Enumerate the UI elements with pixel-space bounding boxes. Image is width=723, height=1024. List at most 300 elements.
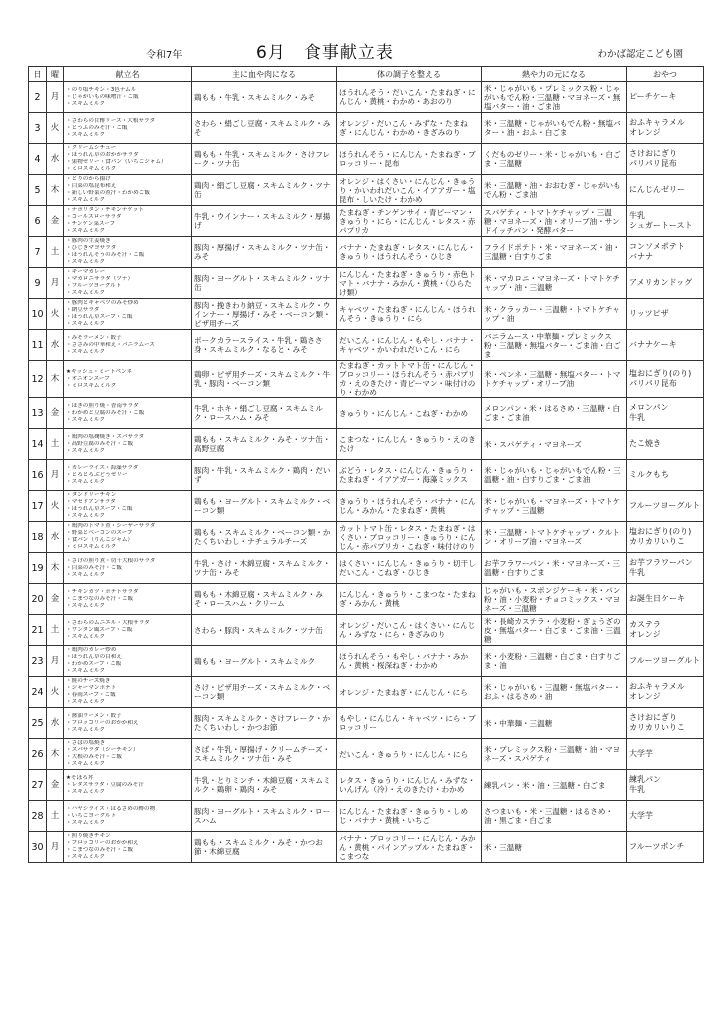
table-row xyxy=(29,460,704,491)
body-cell: もやし・にんじん・キャベツ・にら・ブロッコリー xyxy=(337,708,482,739)
snack-cell xyxy=(627,739,704,770)
body-cell: ほうれんそう・にんじん・たまねぎ・ブロッコリー・昆布 xyxy=(337,144,482,175)
day-cell: 7 xyxy=(29,237,47,268)
table-row xyxy=(29,801,704,832)
blood-cell: 鶏もも・スキムミルク・みそ・かつお節・木綿豆腐 xyxy=(192,832,337,863)
blood-cell: 鶏もも・ヨーグルト・スキムミルク・ベーコン類 xyxy=(192,491,337,522)
menu-item: ・フルーツヨーグルト xyxy=(66,283,122,289)
menu-item: ・スキムミルク xyxy=(66,513,105,519)
energy-cell: じゃがいも・スポンジケーキ・米・パン粉・油・小麦粉・チョコミックス・マヨネーズ・三温糖 xyxy=(482,584,627,615)
table-row xyxy=(29,832,704,863)
day-cell: 12 xyxy=(29,361,47,398)
col-header-blood: 主に血や肉になる xyxy=(192,67,337,82)
menu-item: ・ほきの照り焼・香南サラダ xyxy=(66,402,139,409)
snack-cell xyxy=(627,646,704,677)
menu-item: ・大根のみそ汁・ご飯 xyxy=(66,754,122,760)
menu-item: ・マセドアンサラダ xyxy=(66,499,116,505)
menu-item: ・スキムミルク xyxy=(66,819,105,826)
weekday-cell: 土 xyxy=(47,429,64,460)
energy-cell: 米・クラッカー・三温糖・トマトケチャップ・油 xyxy=(482,299,627,330)
snack-item: お芋フラワーパン xyxy=(629,558,693,567)
col-header-body: 体の調子を整える xyxy=(337,67,482,82)
menu-item: ・野菜とベーコンのスープ xyxy=(66,530,133,536)
menu-item: ・オニオンスープ xyxy=(66,375,110,382)
menu-item: ・白菜の塩昆布和え xyxy=(66,183,117,189)
menu-cell xyxy=(64,491,192,522)
snack-cell xyxy=(627,522,704,553)
blood-cell: ポークカラースライス・牛乳・鶏ささ身・スキムミルク・なると・みそ xyxy=(192,330,337,361)
menu-item: ・こまつなのみそ汁・ご飯 xyxy=(66,847,134,853)
snack-cell xyxy=(627,361,704,398)
table-row xyxy=(29,646,704,677)
menu-item: ・食パン（りんごジャム） xyxy=(66,537,134,543)
menu-item: ・果物ゼリー・食パン（いちごジャム） xyxy=(66,159,167,165)
menu-item: ・クリームシチュー xyxy=(66,145,117,151)
snack-item: 牛乳 xyxy=(629,568,645,577)
body-cell: オレンジ・はくさい・にんじん・きゅうり・かいわれだいこん・イアアガー・塩昆布・しいたけ・わかめ xyxy=(337,175,482,206)
table-row xyxy=(29,677,704,708)
menu-item: ・新しい野菜の煮汁・わかめご飯 xyxy=(66,190,150,196)
blood-cell: 鶏もも・ヨーグルト・スキムミルク xyxy=(192,646,337,677)
menu-item: ・さわらの甘酢リース・大根サラダ xyxy=(66,117,156,124)
body-cell: だいこん・にんじん・もやし・バナナ・キャベツ・かいわれだいこん・にら xyxy=(337,330,482,361)
snack-cell xyxy=(627,801,704,832)
menu-item: ・スキムミルク xyxy=(66,197,105,203)
body-cell: にんじん・たまねぎ・きゅうり・赤色トマト・バナナ・みかん・黄桃・（ひらたけ類） xyxy=(337,268,482,299)
menu-item: ・スキムミルク xyxy=(66,854,105,860)
menu-item: ・ミロスキムミルク xyxy=(66,382,117,389)
blood-cell: さば・牛乳・厚揚げ・クリームチーズ・スキムミルク・ツナ缶・みそ xyxy=(192,739,337,770)
day-cell: 25 xyxy=(29,708,47,739)
energy-cell: 米・小麦粉・三温糖・白ごま・白すりごま・油 xyxy=(482,646,627,677)
weekday-cell: 木 xyxy=(47,175,64,206)
snack-cell xyxy=(627,553,704,584)
page-header xyxy=(28,40,703,62)
menu-item: ・ミロスキムミルク xyxy=(66,166,117,172)
energy-cell: 米・三温糖・じゃがいもでん粉・無塩バター・油・おふ・白ごま xyxy=(482,113,627,144)
menu-item: ・スキムミルク xyxy=(66,348,105,355)
body-cell: きゅうり・にんじん・こねぎ・わかめ xyxy=(337,398,482,429)
energy-cell: スパゲティ・トマトケチャップ・三温糖・マヨネーズ・油・オリーブ油・サンドイッチパン・発酵バター xyxy=(482,206,627,237)
col-header-menu: 献立名 xyxy=(64,67,192,82)
snack-item: アメリカンドッグ xyxy=(629,278,693,287)
menu-cell xyxy=(64,801,192,832)
snack-cell xyxy=(627,113,704,144)
energy-cell: お芋フラワーパン・米・マヨネーズ・三温糖・白すりごま xyxy=(482,553,627,584)
snack-item: フルーツヨーグルト xyxy=(629,501,701,510)
snack-cell xyxy=(627,206,704,237)
body-cell: はくさい・にんじん・きゅうり・切干しだいこん・こねぎ・ひじき xyxy=(337,553,482,584)
menu-item: ・スキムミルク xyxy=(66,761,105,767)
snack-cell xyxy=(627,144,704,175)
menu-item: ・コールスローサラダ xyxy=(66,214,122,220)
menu-item: ・ひじきマヨサラダ xyxy=(66,245,117,251)
blood-cell: 豚肉・厚揚げ・スキムミルク・ツナ缶・みそ xyxy=(192,237,337,268)
snack-cell xyxy=(627,237,704,268)
day-cell: 30 xyxy=(29,832,47,863)
menu-item: ・とろとろぶどうゼリー xyxy=(66,471,128,478)
day-cell: 18 xyxy=(29,522,47,553)
menu-item: ・スキムミルク xyxy=(66,131,105,138)
day-cell: 16 xyxy=(29,460,47,491)
weekday-cell: 火 xyxy=(47,299,64,330)
snack-item: 練乳パン xyxy=(629,775,661,784)
blood-cell: 牛乳・とりミンチ・木綿豆腐・スキムミルク・鶏卵・鶏肉・みそ xyxy=(192,770,337,801)
snack-item: 塩おにぎり(のり) xyxy=(629,369,692,378)
menu-item: ・みそラーメン・餃子 xyxy=(66,334,122,341)
body-cell: オレンジ・だいこん・はくさい・にんじん・みずな・にら・きざみのり xyxy=(337,615,482,646)
col-header-weekday: 曜 xyxy=(47,67,64,82)
table-header-row xyxy=(29,67,704,82)
table-row xyxy=(29,268,704,299)
menu-item: ・豚肉とキャベツのみそ炒め xyxy=(66,300,139,306)
day-cell: 9 xyxy=(29,268,47,299)
menu-item: ・ナポリタン・チキンナゲット xyxy=(66,207,144,213)
day-cell: 19 xyxy=(29,553,47,584)
energy-cell: フライドポテト・米・マヨネーズ・油・三温糖・白すりごま xyxy=(482,237,627,268)
menu-cell xyxy=(64,522,192,553)
snack-item: シュガートースト xyxy=(629,221,693,230)
weekday-cell: 金 xyxy=(47,770,64,801)
snack-item: バナナ xyxy=(629,252,653,261)
energy-cell: 練乳パン・米・油・三温糖・白ごま xyxy=(482,770,627,801)
snack-item: カステラ xyxy=(629,620,661,629)
snack-item: おふキャラメル xyxy=(629,118,685,127)
body-cell: たまねぎ・チンゲンサイ・青ピーマン・きゅうり・にら・にんじん・レタス・赤パプリカ xyxy=(337,206,482,237)
energy-cell: 米・ペンネ・三温糖・無塩バター・トマトケチャップ・オリーブ油 xyxy=(482,361,627,398)
body-cell: オレンジ・たまねぎ・にんじん・にら xyxy=(337,677,482,708)
snack-item: たこ焼き xyxy=(629,439,661,448)
day-cell: 6 xyxy=(29,206,47,237)
menu-item: ・ミロスキムミルク xyxy=(66,544,117,550)
snack-cell xyxy=(627,460,704,491)
menu-cell xyxy=(64,584,192,615)
snack-item: 牛乳 xyxy=(629,211,645,220)
snack-item: 牛乳 xyxy=(629,413,645,422)
table-row xyxy=(29,739,704,770)
snack-item: パリパリ昆布 xyxy=(629,379,677,388)
menu-cell xyxy=(64,460,192,491)
day-cell: 4 xyxy=(29,144,47,175)
snack-cell xyxy=(627,299,704,330)
menu-cell xyxy=(64,708,192,739)
menu-cell xyxy=(64,237,192,268)
menu-item: ・鶏肉のカレー炒め xyxy=(66,647,117,653)
menu-item: ・カレーライス・海藻サラダ xyxy=(66,464,139,471)
table-row xyxy=(29,429,704,460)
menu-cell xyxy=(64,739,192,770)
weekday-cell: 水 xyxy=(47,522,64,553)
menu-item: ・スキムミルク xyxy=(66,633,105,640)
day-cell: 10 xyxy=(29,299,47,330)
menu-item: ・ブロッコリーのおかか和え xyxy=(66,840,139,846)
snack-item: 大学芋 xyxy=(629,811,653,820)
body-cell: レタス・きゅうり・にんじん・みずな・いんげん（冷）・えのきたけ・わかめ xyxy=(337,770,482,801)
table-row xyxy=(29,398,704,429)
snack-item: オレンジ xyxy=(629,128,661,137)
table-row xyxy=(29,584,704,615)
menu-item: ・スパサラダ（シーチキン） xyxy=(66,747,139,753)
snack-item: バナナケーキ xyxy=(629,340,677,349)
menu-cell xyxy=(64,175,192,206)
weekday-cell: 金 xyxy=(47,206,64,237)
table-row xyxy=(29,330,704,361)
weekday-cell: 土 xyxy=(47,801,64,832)
blood-cell: 鶏肉・絹ごし豆腐・スキムミルク・ツナ缶 xyxy=(192,175,337,206)
snack-item: コンソメポテト xyxy=(629,242,685,251)
menu-item: ・ほうれん草スープ・ご飯 xyxy=(66,506,133,512)
weekday-cell: 金 xyxy=(47,398,64,429)
menu-cell xyxy=(64,299,192,330)
blood-cell: さわら・絹ごし豆腐・スキムミルク・みそ xyxy=(192,113,337,144)
blood-cell: 牛乳・さけ・木綿豆腐・スキムミルク・ツナ缶・みそ xyxy=(192,553,337,584)
menu-item: ・照り焼きチキン xyxy=(66,833,111,839)
weekday-cell: 火 xyxy=(47,491,64,522)
menu-item: ・高野豆腐のみそ汁・ご飯 xyxy=(66,440,134,447)
table-row xyxy=(29,708,704,739)
weekday-cell: 火 xyxy=(47,677,64,708)
menu-item: ・ほうれんそうのみそ汁・ご飯 xyxy=(66,252,145,258)
menu-item: ・ほうれん草のおかかサラダ xyxy=(66,152,139,158)
menu-item: ・スキムミルク xyxy=(66,416,105,423)
menu-item: ・納豆サラダ xyxy=(66,307,100,313)
blood-cell: 牛乳・ウインナー・スキムミルク・厚揚げ xyxy=(192,206,337,237)
era-label: 令和7年 xyxy=(146,50,183,61)
day-cell: 20 xyxy=(29,584,47,615)
day-cell: 21 xyxy=(29,615,47,646)
day-cell: 13 xyxy=(29,398,47,429)
snack-item: ピーチケーキ xyxy=(629,92,677,101)
menu-item: ・ワンタン風スープ・ご飯 xyxy=(66,626,133,633)
energy-cell: 米・スパゲティ・マヨネーズ xyxy=(482,429,627,460)
menu-cell xyxy=(64,144,192,175)
weekday-cell: 月 xyxy=(47,646,64,677)
day-cell: 2 xyxy=(29,82,47,113)
snack-item: お誕生日ケーキ xyxy=(629,594,685,603)
page-title: 6月 食事献立表 xyxy=(256,43,394,63)
day-cell: 17 xyxy=(29,491,47,522)
snack-cell xyxy=(627,677,704,708)
menu-cell xyxy=(64,646,192,677)
snack-item: フルーツポンチ xyxy=(629,842,685,851)
menu-cell xyxy=(64,361,192,398)
menu-item: ・ブロッコリーのおかか和え xyxy=(66,719,139,726)
blood-cell: 鶏もも・木綿豆腐・スキムミルク・みそ・ロースハム・クリーム xyxy=(192,584,337,615)
day-cell: 23 xyxy=(29,646,47,677)
snack-cell xyxy=(627,175,704,206)
snack-cell xyxy=(627,82,704,113)
menu-item: ・鮭のチーズ焼き xyxy=(66,678,111,684)
energy-cell: さつまいも・米・三温糖・はるさめ・油・黒ごま・白ごま xyxy=(482,801,627,832)
body-cell: たまねぎ・カットトマト缶・にんじん・ブロッコリー・ほうれんそう・赤パプリカ・えのきたけ・青ピーマン・味付けのり・わかめ xyxy=(337,361,482,398)
table-row xyxy=(29,615,704,646)
weekday-cell: 月 xyxy=(47,832,64,863)
weekday-cell: 土 xyxy=(47,237,64,268)
body-cell: キャベツ・たまねぎ・にんじん・ほうれんそう・きゅうり・にら xyxy=(337,299,482,330)
menu-item: ・スキムミルク xyxy=(66,602,105,609)
menu-item: ・マカロニサラダ（ツナ） xyxy=(66,276,134,282)
weekday-cell: 月 xyxy=(47,268,64,299)
blood-cell: 鶏卵・ピザ用チーズ・スキムミルク・牛乳・豚肉・ベーコン類 xyxy=(192,361,337,398)
menu-item: ・スキムミルク xyxy=(66,478,105,485)
menu-item: ・スキムミルク xyxy=(66,571,105,578)
menu-cell xyxy=(64,206,192,237)
snack-item: 塩おにぎり(のり) xyxy=(629,527,692,536)
snack-cell xyxy=(627,615,704,646)
menu-item: ・わかめと豆腐のみそ汁・ご飯 xyxy=(66,409,145,416)
menu-item: ・スキムミルク xyxy=(66,788,105,795)
blood-cell: 鶏もも・牛乳・スキムミルク・みそ xyxy=(192,82,337,113)
menu-item: ・スキムミルク xyxy=(66,726,105,733)
menu-item: ・さけの照り煮・切干大根のサラダ xyxy=(66,557,156,564)
menu-item: ・ほうれん草の白和え xyxy=(66,654,122,660)
snack-cell xyxy=(627,770,704,801)
energy-cell: バニラムース・中華麺・プレミックス粉・三温糖・無塩バター・ごま油・白ごま xyxy=(482,330,627,361)
snack-item: ミルクもち xyxy=(629,470,669,479)
energy-cell: 米・三温糖・トマトケチャップ・クルトン・オリーブ油・マヨネーズ xyxy=(482,522,627,553)
menu-item: ・さわらのムニエル・大根サラダ xyxy=(66,619,150,626)
menu-cell xyxy=(64,268,192,299)
energy-cell: 米・じゃがいも・マヨネーズ・トマトケチャップ・三温糖 xyxy=(482,491,627,522)
snack-item: メロンパン xyxy=(629,403,669,412)
menu-cell xyxy=(64,832,192,863)
blood-cell: 豚肉・ヨーグルト・スキムミルク・ロースハム xyxy=(192,801,337,832)
snack-item: フルーツヨーグルト xyxy=(629,656,701,665)
body-cell: バナナ・たまねぎ・レタス・にんじん・きゅうり・ほうれんそう・ひじき xyxy=(337,237,482,268)
menu-cell xyxy=(64,553,192,584)
snack-cell xyxy=(627,832,704,863)
blood-cell: 豚肉・挽きわり納豆・スキムミルク・ウインナー・厚揚げ・みそ・ベーコン類・ピザ用チーズ xyxy=(192,299,337,330)
table-row xyxy=(29,113,704,144)
snack-item: おふキャラメル xyxy=(629,682,685,691)
energy-cell: 米・じゃがいも・プレミックス粉・じゃがいもでん粉・三温糖・マヨネーズ・無塩バター・油・ごま油 xyxy=(482,82,627,113)
menu-item: ・キーマカレー xyxy=(66,269,106,275)
snack-item: パリパリ昆布 xyxy=(629,159,677,168)
blood-cell: 牛乳・ホキ・絹ごし豆腐・スキムミルク・ロースハム・みそ xyxy=(192,398,337,429)
weekday-cell: 水 xyxy=(47,144,64,175)
energy-cell: 米・三温糖 xyxy=(482,832,627,863)
weekday-cell: 火 xyxy=(47,113,64,144)
menu-item: ・いちごヨーグルト xyxy=(66,812,117,819)
body-cell: きゅうり・ほうれんそう・バナナ・にんじん・みかん・たまねぎ・黄桃 xyxy=(337,491,482,522)
blood-cell: 豚肉・ヨーグルト・スキムミルク・ツナ缶 xyxy=(192,268,337,299)
energy-cell: 米・長崎カステラ・小麦粉・ぎょうざの皮・無塩バター・白ごま・ごま油・三温糖 xyxy=(482,615,627,646)
menu-item: ★キッシュ・ミートペンネ xyxy=(66,368,133,375)
body-cell: カットトマト缶・レタス・たまねぎ・はくさい・ブロッコリー・きゅうり・にんじん・赤パプリカ・こねぎ・味付けのり xyxy=(337,522,482,553)
day-cell: 14 xyxy=(29,429,47,460)
snack-item: 大学芋 xyxy=(629,749,653,758)
menu-item: ・さばの塩焼き xyxy=(66,740,106,746)
table-row xyxy=(29,206,704,237)
menu-item: ・レタスサラダ・豆腐のみそ汁 xyxy=(66,781,144,788)
energy-cell: 米・じゃがいも・じゃがいもでん粉・三温糖・油・白すりごま・ごま油 xyxy=(482,460,627,491)
menu-item: ・チンゲン菜スープ xyxy=(66,221,116,227)
weekday-cell: 土 xyxy=(47,615,64,646)
menu-item: ・鶏肉の塩麹焼き・スパサラダ xyxy=(66,433,145,440)
body-cell: にんじん・きゅうり・こまつな・たまねぎ・みかん・黄桃 xyxy=(337,584,482,615)
table-row xyxy=(29,553,704,584)
day-cell: 28 xyxy=(29,801,47,832)
blood-cell: 鶏もも・スキムミルク・ベーコン類・かたくちいわし・ナチュラルチーズ xyxy=(192,522,337,553)
menu-cell xyxy=(64,429,192,460)
energy-cell: くだものゼリー・米・じゃがいも・白ごま・三温糖 xyxy=(482,144,627,175)
day-cell: 3 xyxy=(29,113,47,144)
snack-item: カリカリいりこ xyxy=(629,723,685,732)
menu-item: ・チキンカツ・ポテトサラダ xyxy=(66,588,139,595)
menu-item: ・タンドリーチキン xyxy=(66,492,117,498)
snack-item: リッツピザ xyxy=(629,309,669,318)
menu-item: ・スキムミルク xyxy=(66,259,105,265)
day-cell: 11 xyxy=(29,330,47,361)
body-cell: にんじん・たまねぎ・きゅうり・しめじ・バナナ・黄桃・いちご xyxy=(337,801,482,832)
menu-cell xyxy=(64,398,192,429)
weekday-cell: 木 xyxy=(47,553,64,584)
menu-item: ・ほうれん草スープ・ご飯 xyxy=(66,314,133,320)
body-cell: ほうれんそう・もやし・バナナ・みかん・黄桃・桜深ねぎ・わかめ xyxy=(337,646,482,677)
menu-item: ★そぼろ丼 xyxy=(66,774,94,781)
menu-item: ・わかめスープ・ご飯 xyxy=(66,661,122,667)
weekday-cell: 木 xyxy=(47,361,64,398)
snack-cell xyxy=(627,330,704,361)
body-cell: ぶどう・レタス・にんじん・きゅうり・たまねぎ・イアアガー・海藻ミックス xyxy=(337,460,482,491)
table-row xyxy=(29,522,704,553)
blood-cell: 鶏もも・牛乳・スキムミルク・さけフレーク・ツナ缶 xyxy=(192,144,337,175)
blood-cell: 鶏もも・スキムミルク・みそ・ツナ缶・高野豆腐 xyxy=(192,429,337,460)
snack-item: オレンジ xyxy=(629,692,661,701)
energy-cell: 米・マカロニ・マヨネーズ・トマトケチャップ・油・三温糖 xyxy=(482,268,627,299)
energy-cell: 米・じゃがいも・三温糖・無塩バター・おふ・はるさめ・油 xyxy=(482,677,627,708)
col-header-day: 日 xyxy=(29,67,47,82)
weekday-cell: 月 xyxy=(47,460,64,491)
body-cell: ほうれんそう・だいこん・たまねぎ・にんじん・黄桃・わかめ・あおのり xyxy=(337,82,482,113)
weekday-cell: 木 xyxy=(47,739,64,770)
menu-item: ・ジャーマンポテト xyxy=(66,685,117,691)
snack-cell xyxy=(627,268,704,299)
snack-cell xyxy=(627,491,704,522)
weekday-cell: 水 xyxy=(47,330,64,361)
blood-cell: さけ・ピザ用チーズ・スキムミルク・ベーコン類 xyxy=(192,677,337,708)
menu-item: ・春雨スープ・ご飯 xyxy=(66,692,116,698)
day-cell: 24 xyxy=(29,677,47,708)
body-cell: バナナ・ブロッコリー・にんじん・みかん・黄桃・パインアップル・たまねぎ・こまつな xyxy=(337,832,482,863)
day-cell: 26 xyxy=(29,739,47,770)
table-row xyxy=(29,770,704,801)
blood-cell: 豚肉・牛乳・スキムミルク・鶏肉・だいず xyxy=(192,460,337,491)
menu-cell xyxy=(64,330,192,361)
snack-item: さけおにぎり xyxy=(629,149,677,158)
snack-item: さけおにぎり xyxy=(629,713,677,722)
blood-cell: 豚肉・スキムミルク・さけフレーク・かたくちいわし・かつお節 xyxy=(192,708,337,739)
menu-item: ・鶏肉のトマト煮・シーザーサラダ xyxy=(66,523,156,529)
snack-cell xyxy=(627,398,704,429)
table-row xyxy=(29,299,704,330)
table-row xyxy=(29,361,704,398)
menu-cell xyxy=(64,677,192,708)
snack-item: オレンジ xyxy=(629,630,661,639)
day-cell: 5 xyxy=(29,175,47,206)
energy-cell: 米・三温糖・油・おおむぎ・じゃがいもでん粉・ごま油 xyxy=(482,175,627,206)
menu-cell xyxy=(64,113,192,144)
menu-cell xyxy=(64,82,192,113)
menu-item: ・スキムミルク xyxy=(66,290,105,296)
menu-item: ・スキムミルク xyxy=(66,100,105,107)
table-row xyxy=(29,175,704,206)
menu-item: ・豚肉の生姜焼き xyxy=(66,238,111,244)
menu-item: ・スキムミルク xyxy=(66,228,105,234)
blood-cell: さわら・豚肉・スキムミルク・ツナ缶 xyxy=(192,615,337,646)
menu-item: ・とうふのみそ汁・ご飯 xyxy=(66,124,128,131)
menu-item: ・こまつなのみそ汁・ご飯 xyxy=(66,595,134,602)
